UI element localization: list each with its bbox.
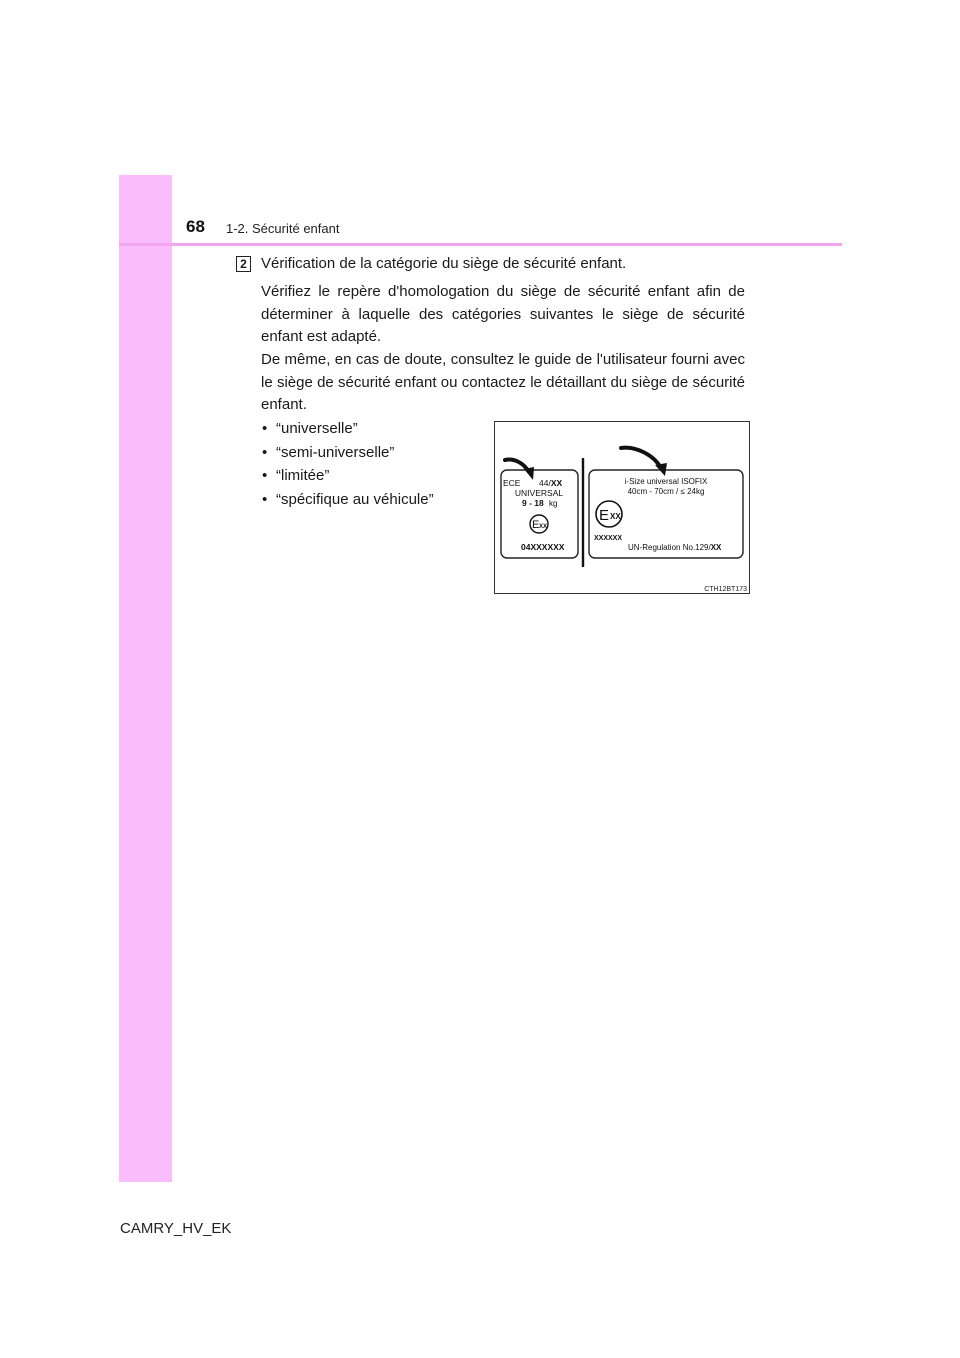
category-item: • “universelle” [262,417,434,441]
paragraph-in-doubt: De même, en cas de doute, consultez le guide de l'utilisateur fourni avec le siège de sécurité enfant ou contactez le détaillant du siège de sécurité enfant. [261,351,745,413]
ece-label-weight-unit: kg [549,499,558,508]
ece-approval-number: 04XXXXXX [521,542,565,552]
figure-code: CTH12BT173 [704,586,747,593]
category-list [262,417,434,511]
category-item: • “limitée” [262,464,434,488]
step-number-badge: 2 [236,256,251,272]
svg-text:ECE [503,478,521,488]
pointer-arrow-icon [621,448,661,468]
page-side-tab [119,175,172,1182]
isize-label-stature: 40cm - 70cm / ≤ 24kg [627,487,705,496]
isize-label-category: i-Size universal ISOFIX [624,477,708,486]
header-rule [119,243,842,246]
category-item: • “spécifique au véhicule” [262,488,434,512]
ece-label-regulation: 44/ [539,478,551,488]
ece-label-version: XX [550,478,563,488]
isize-regulation-version: XX [710,543,722,552]
category-item: • “semi-universelle” [262,441,434,465]
paragraph-approval-mark: Vérifiez le repère d'homologation du siège de sécurité enfant afin de déterminer à laquelle des catégories suivantes le siège de sécurité enfant est adapté. [261,283,745,345]
e-mark-country: XX [539,524,548,530]
isize-regulation: UN-Regulation No.129/ [628,543,711,552]
page-number: 68 [186,217,205,236]
e-mark-letter: E [532,519,540,531]
ece-label-prefix: ECE [503,478,521,488]
approval-labels-figure [494,421,750,594]
document-code: CAMRY_HV_EK [120,1220,232,1237]
e-mark-country: XX [610,512,621,521]
svg-text:44/XX [539,478,562,488]
ece-label-category: UNIVERSAL [514,488,564,498]
section-title: 1-2. Sécurité enfant [226,221,340,236]
svg-text:UN-Regulation No.129/XX [628,543,722,552]
svg-text:9 - 18 [522,498,544,508]
e-mark-letter: E [599,507,610,524]
ece-label-weight-range: 9 - 18 [522,498,544,508]
isize-approval-number: XXXXXX [594,535,623,542]
step-heading: Vérification de la catégorie du siège de sécurité enfant. [261,255,627,272]
